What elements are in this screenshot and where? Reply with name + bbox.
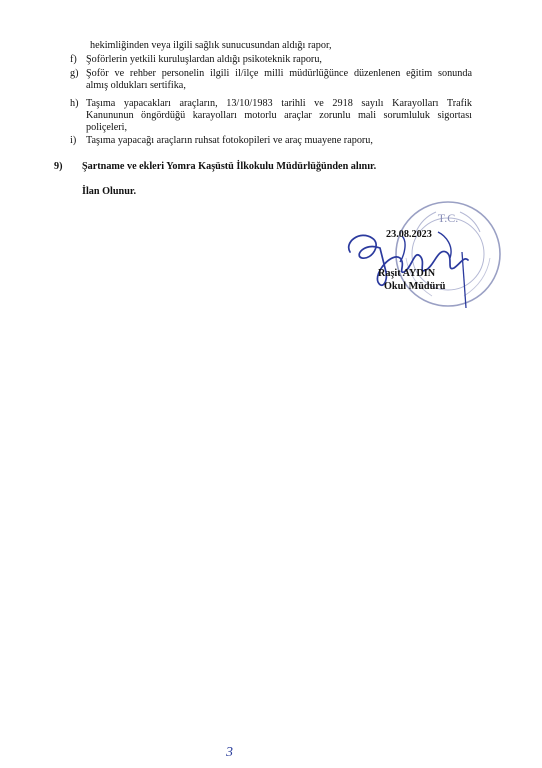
stamp-text: T.C. (437, 211, 459, 225)
item-g-text-line1: Şoför ve rehber personelin ilgili il/ilçe milli müdürlüğünce düzenlenen eğitim sonunda (86, 68, 472, 79)
signatory-name: Raşit AYDIN (378, 268, 436, 279)
item-h-text-line3: poliçeleri, (86, 122, 128, 133)
section-9-marker: 9) (54, 161, 63, 172)
item-h-text-line1: Taşıma yapacakları araçların, 13/10/1983 tarihli ve 2918 sayılı Karayolları Trafik (86, 98, 472, 109)
item-g-marker: g) (70, 68, 79, 79)
signature-date: 23.08.2023 (386, 229, 432, 240)
item-f-text: Şoförlerin yetkili kuruluşlardan aldığı psikoteknik raporu, (86, 54, 322, 65)
item-f-marker: f) (70, 54, 77, 65)
handwritten-signature (342, 212, 472, 312)
signatory-title: Okul Müdürü (384, 281, 446, 292)
item-g-text-line2: almış oldukları sertifika, (86, 80, 186, 91)
item-e-continuation: hekimliğinden veya ilgili sağlık sunucusundan aldığı rapor, (90, 40, 332, 51)
item-i-text: Taşıma yapacağı araçların ruhsat fotokopileri ve araç muayene raporu, (86, 135, 373, 146)
page-number: 3 (226, 745, 233, 760)
section-9-text: Şartname ve ekleri Yomra Kaşüstü İlkokulu Müdürlüğünden alınır. (82, 161, 377, 172)
closing-text: İlan Olunur. (82, 186, 136, 197)
item-h-text-line2: Kanununun öngördüğü karayolları motorlu araçlar zorunlu mali sorumluluk sigortası (86, 110, 472, 121)
item-i-marker: i) (70, 135, 77, 146)
item-h-marker: h) (70, 98, 79, 109)
